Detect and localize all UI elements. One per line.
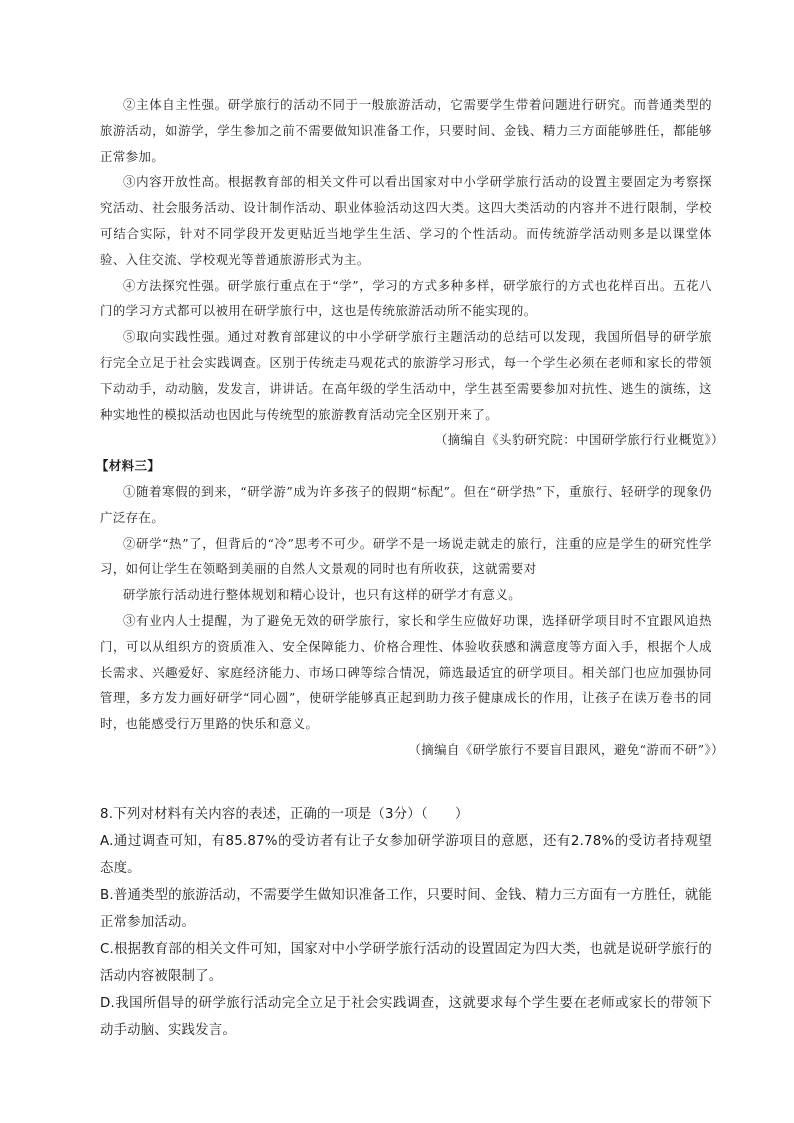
option-b: B.普通类型的旅游活动，不需要学生做知识准备工作，只要时间、金钱、精力三方面有一方胜任，就能正常参加活动。 [100,888,712,930]
source-citation-material2: （摘编自《头豹研究院：中国研学旅行行业概览》） [434,432,724,448]
question-8 [100,801,712,1044]
material3-heading: 【材料三】 [96,458,161,474]
source-citation-material3: （摘编自《研学旅行不要盲目跟风，避免“游而不研”》） [408,741,724,757]
material3-paragraph-2-continued: 研学旅行活动进行整体规划和精心设计，也只有这样的研学才有意义。 [123,587,522,603]
material3-paragraph-1: ①随着寒假的到来，“研学游”成为许多孩子的假期“标配”。但在“研学热”下，重旅行、轻研学的现象仍广泛存在。 [100,483,712,525]
option-a: A.通过调查可知，有85.87%的受访者有让子女参加研学游项目的意愿，还有2.78%的受访者持观望态度。 [100,834,712,876]
paragraph-subject-autonomy: ②主体自主性强。研学旅行的活动不同于一般旅游活动，它需要学生带着问题进行研究。而普通类型的旅游活动，如游学，学生参加之前不需要做知识准备工作，只要时间、金钱、精力三方面能够胜任，都能够正常参加。 [100,97,712,164]
paragraph-practice-orientation: ⑤取向实践性强。通过对教育部建议的中小学研学旅行主题活动的总结可以发现，我国所倡导的研学旅行完全立足于社会实践调查。区别于传统走马观花式的旅游学习形式，每一个学生必须在老师和家长的带领下动动手，动动脑，发发言，讲讲话。在高年级的学生活动中，学生甚至需要参加对抗性、逃生的演练，这种实地性的模拟活动也因此与传统型的旅游教育活动完全区别开来了。 [100,329,712,422]
reading-passage [96,92,724,763]
option-c: C.根据教育部的相关文件可知，国家对中小学研学旅行活动的设置固定为四大类，也就是说研学旅行的活动内容被限制了。 [100,942,712,984]
material3-paragraph-2: ②研学“热”了，但背后的“冷”思考不可少。研学不是一场说走就走的旅行，注重的应是学生的研究性学习，如何让学生在领略到美丽的自然人文景观的同时也有所收获，这就需要对 [100,535,712,577]
option-d: D.我国所倡导的研学旅行活动完全立足于社会实践调查，这就要求每个学生要在老师或家长的带领下动手动脑、实践发言。 [100,996,712,1038]
question-stem: 8.下列对材料有关内容的表述，正确的一项是（3分）（ ） [100,807,469,822]
paragraph-method-inquiry: ④方法探究性强。研学旅行重点在于“学”，学习的方式多种多样，研学旅行的方式也花样百出。五花八门的学习方式都可以被用在研学旅行中，这也是传统旅游活动所不能实现的。 [100,277,712,319]
material3-paragraph-3: ③有业内人士提醒，为了避免无效的研学旅行，家长和学生应做好功课，选择研学项目时不宜跟风追热门，可以从组织方的资质准入、安全保障能力、价格合理性、体验收获感和满意度等方面入手，根据个人成长需求、兴趣爱好、家庭经济能力、市场口碑等综合情况，筛选最适宜的研学项目。相关部门也应加强协同管理，多方发力画好研学“同心圆”，使研学能够真正起到助力孩子健康成长的作用，让孩子在读万卷书的同时，也能感受行万里路的快乐和意义。 [100,612,712,732]
paragraph-content-openness: ③内容开放性高。根据教育部的相关文件可以看出国家对中小学研学旅行活动的设置主要固定为考察探究活动、社会服务活动、设计制作活动、职业体验活动这四大类。这四大类活动的内容并不进行限制，学校可结合实际，针对不同学段开发更贴近当地学生生活、学习的个性活动。而传统游学活动则多是以课堂体验、入住交流、学校观光等普通旅游形式为主。 [100,174,712,267]
